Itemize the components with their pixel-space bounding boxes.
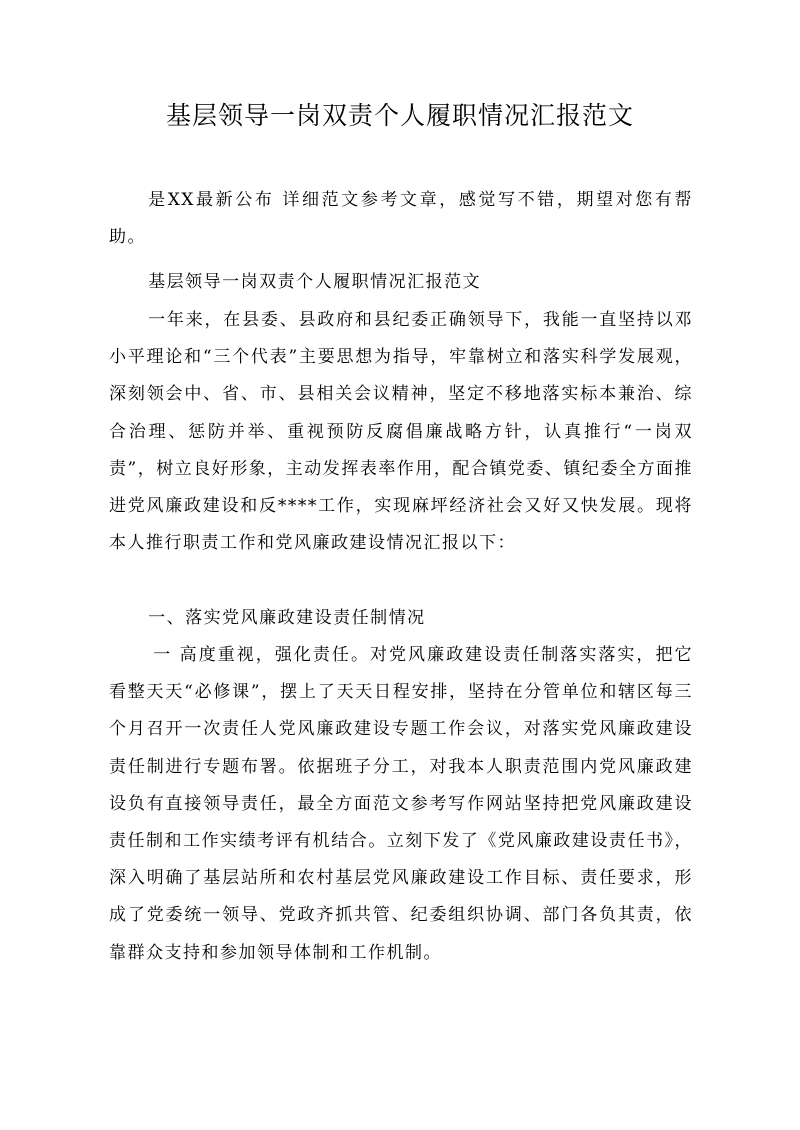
subtitle-paragraph: 基层领导一岗双责个人履职情况汇报范文	[148, 272, 482, 292]
document-title: 基层领导一岗双责个人履职情况汇报范文	[165, 101, 634, 130]
main-paragraph: 一年来，在县委、县政府和县纪委正确领导下，我能一直坚持以邓小平理论和“三个代表”主要思想为指导，牢靠树立和落实科学发展观，深刻领会中、省、市、县相关会议精神，坚定不移地落实标本兼治、综合治理、惩防并举、重视预防反腐倡廉战略方针，认真推行“一岗双责”，树立良好形象，主动发挥表率作用，配合镇党委、镇纪委全方面推进党风廉政建设和反****工作，实现麻坪经济社会又好又快发展。现将本人推行职责工作和党风廉政建设情况汇报以下：	[109, 310, 693, 554]
intro-paragraph: 是XX最新公布 详细范文参考文章，感觉写不错，期望对您有帮助。	[109, 190, 693, 248]
section-heading: 一、落实党风廉政建设责任制情况	[148, 608, 426, 628]
subsection-paragraph: 一 高度重视，强化责任。对党风廉政建设责任制落实落实，把它看整天天“必修课”，摆上了天天日程安排，坚持在分管单位和辖区每三个月召开一次责任人党风廉政建设专题工作会议，对落实党风廉政建设责任制进行专题布署。依据班子分工，对我本人职责范围内党风廉政建设负有直接领导责任，最全方面范文参考写作网站坚持把党风廉政建设责任制和工作实绩考评有机结合。立刻下发了《党风廉政建设责任书》，深入明确了基层站所和农村基层党风廉政建设工作目标、责任要求，形成了党委统一领导、党政齐抓共管、纪委组织协调、部门各负其责，依靠群众支持和参加领导体制和工作机制。	[109, 645, 693, 963]
